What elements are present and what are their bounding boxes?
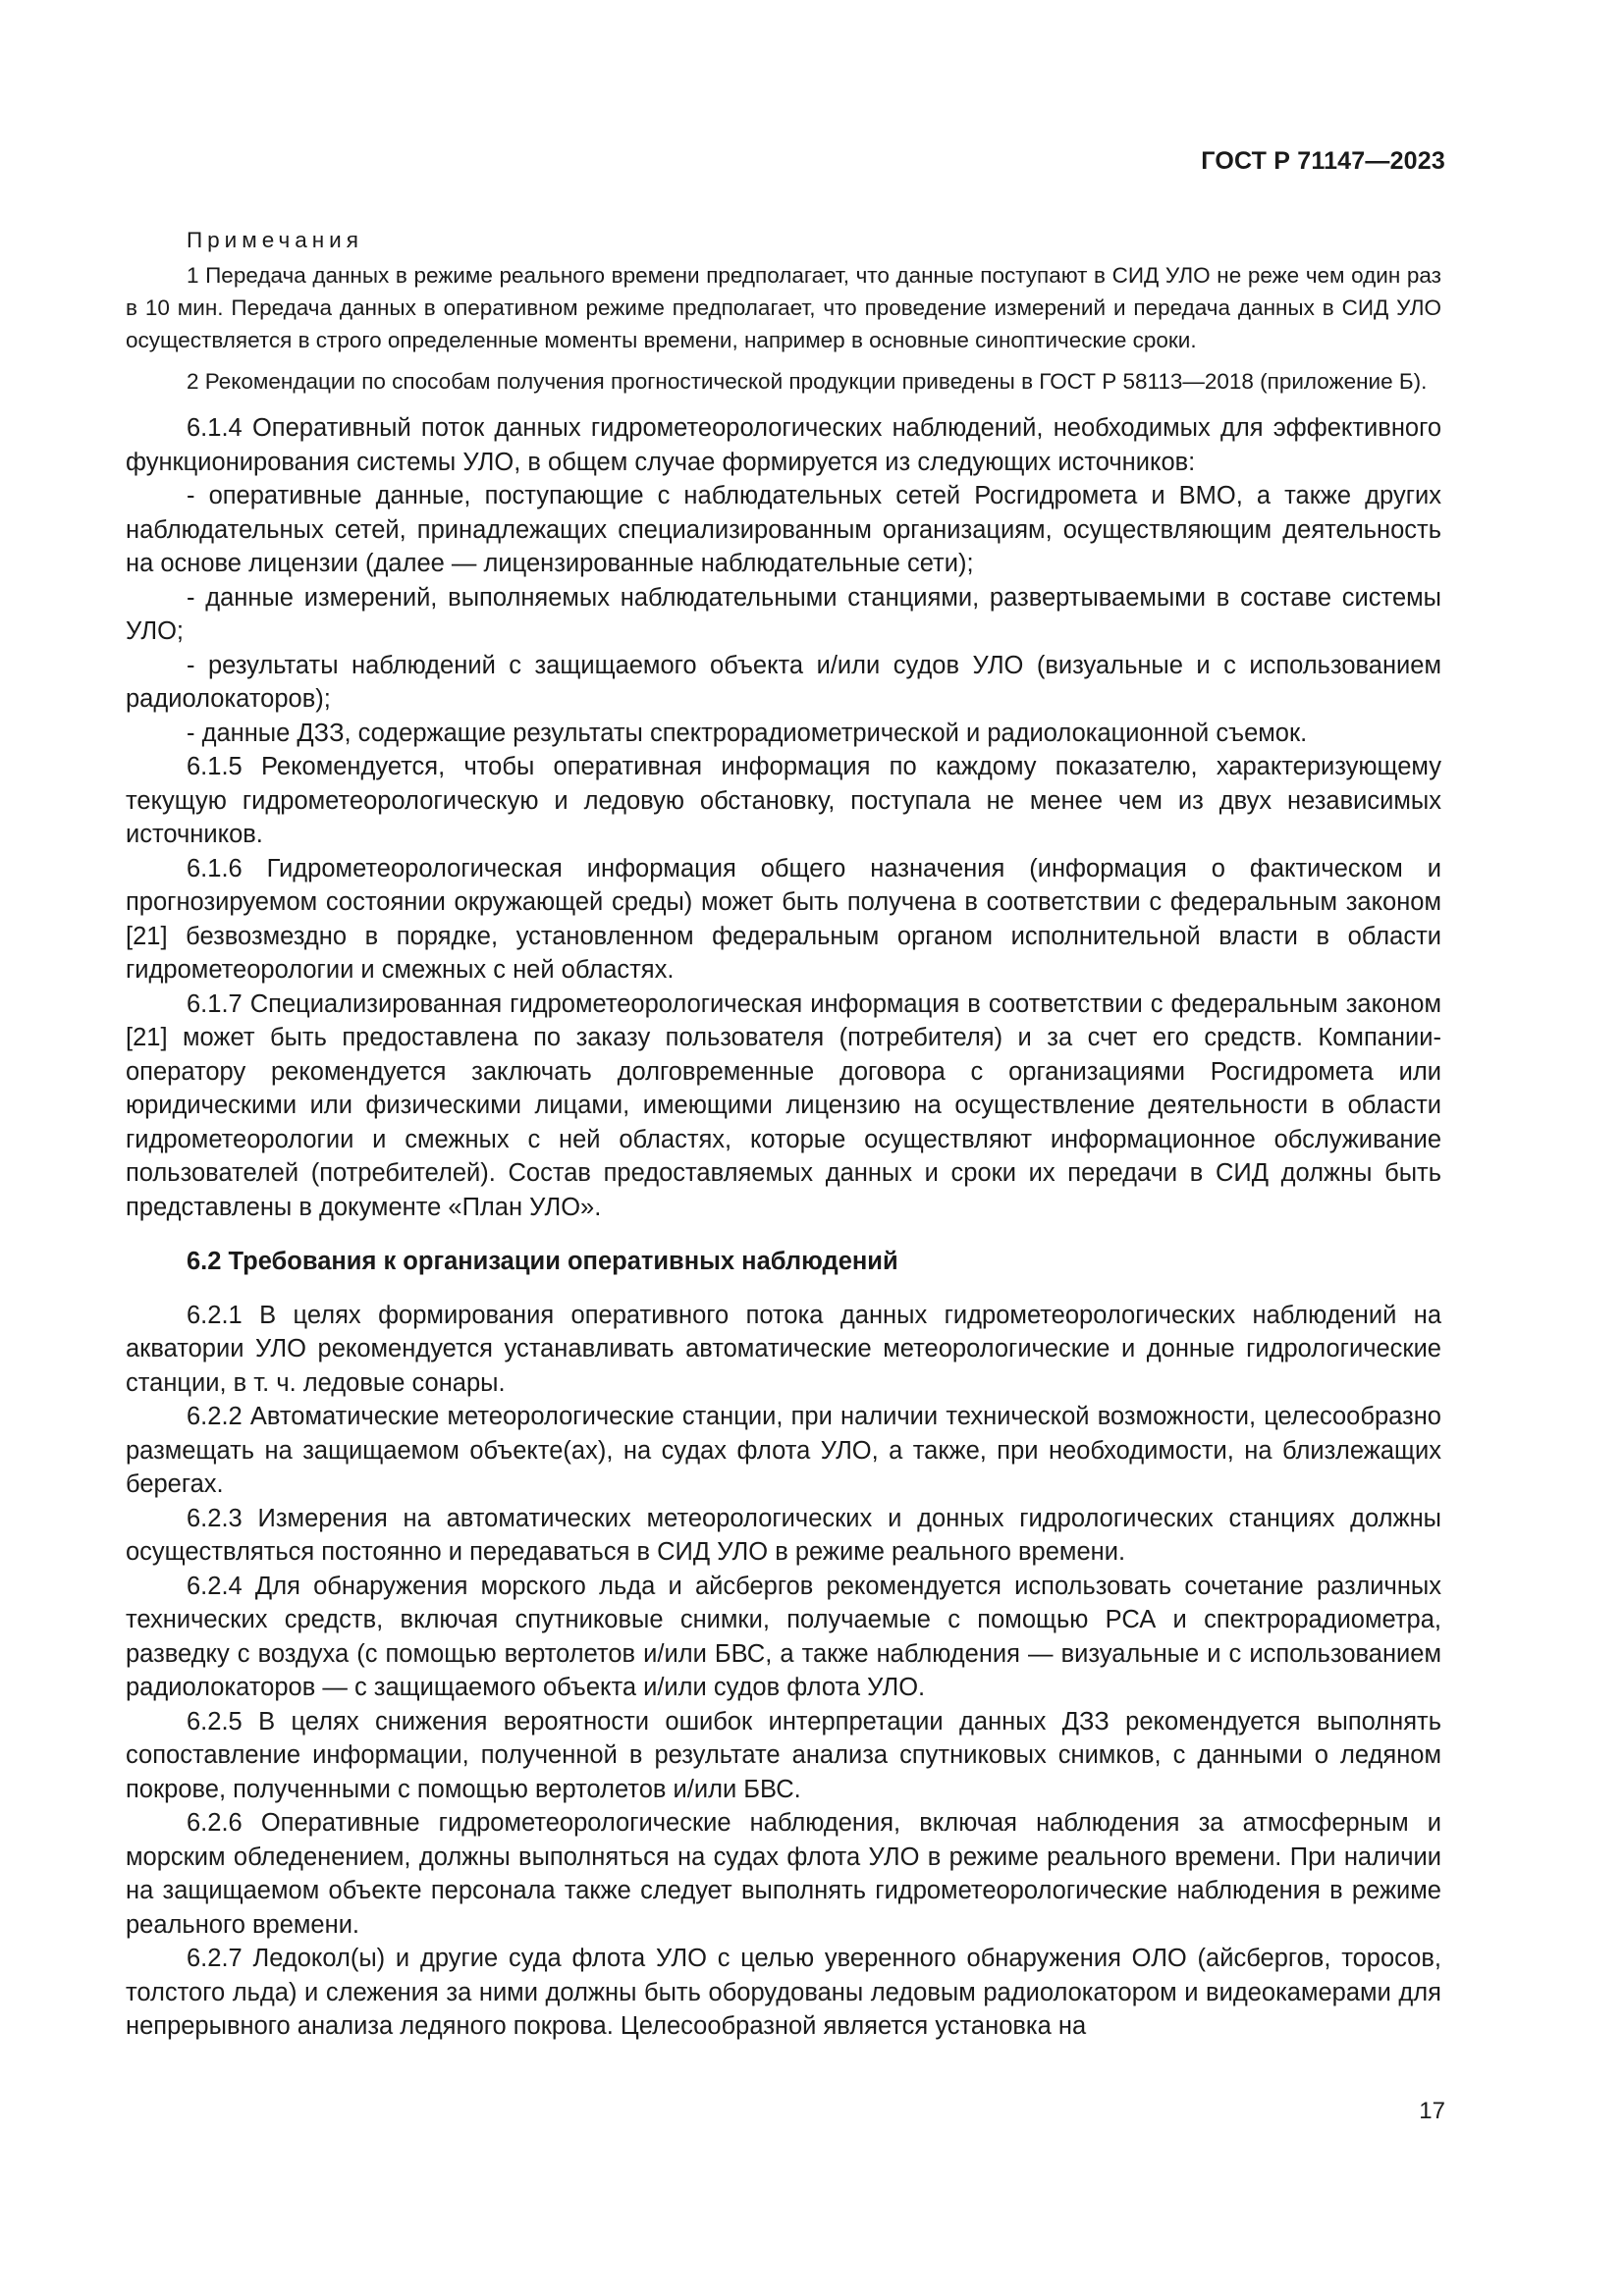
- notes-block: [126, 224, 1441, 398]
- paragraph-6-1-7: 6.1.7 Специализированная гидрометеорологическая информация в соответствии с федеральным законом [21] может быть предоставлена по заказу пользователя (потребителя) и за счет его средств. Компании-оператору рекомендуется заключать долговременные договора с организациями Росгидромета или юридическими или физическими лицами, имеющими лицензию на осуществление деятельности в области гидрометеорологии и смежных с ней областях, которые осуществляют информационное обслуживание пользователей (потребителей). Состав предоставляемых данных и сроки их передачи в СИД должны быть представлены в документе «План УЛО».: [126, 989, 1441, 1221]
- paragraph-6-2-3: 6.2.3 Измерения на автоматических метеорологических и донных гидрологических станциях должны осуществляться постоянно и передаваться в СИД УЛО в режиме реального времени.: [126, 1504, 1441, 1566]
- paragraph-6-1-4: 6.1.4 Оперативный поток данных гидрометеорологических наблюдений, необходимых для эффективного функционирования системы УЛО, в общем случае формируется из следующих источников:: [126, 414, 1441, 476]
- section-6-2: [126, 1299, 1441, 2044]
- list-item: - данные ДЗЗ, содержащие результаты спектрорадиометрической и радиолокационной съемок.: [187, 719, 1308, 747]
- paragraph-6-2-1: 6.2.1 В целях формирования оперативного потока данных гидрометеорологических наблюдений на акватории УЛО рекомендуется устанавливать автоматические метеорологические и донные гидрологические станции, в т. ч. ледовые сонары.: [126, 1301, 1441, 1397]
- paragraph-6-2-5: 6.2.5 В целях снижения вероятности ошибок интерпретации данных ДЗЗ рекомендуется выполнять сопоставление информации, полученной в результате анализа спутниковых снимков, с данными о ледяном покрове, полученными с помощью вертолетов и/или БВС.: [126, 1707, 1441, 1803]
- list-item: - результаты наблюдений с защищаемого объекта и/или судов УЛО (визуальные и с использованием радиолокаторов);: [126, 651, 1441, 713]
- section-6-2-heading: 6.2 Требования к организации оперативных наблюдений: [187, 1248, 898, 1275]
- paragraph-6-1-5: 6.1.5 Рекомендуется, чтобы оперативная информация по каждому показателю, характеризующему текущую гидрометеорологическую и ледовую обстановку, поступала не менее чем из двух независимых источников.: [126, 753, 1441, 848]
- note-item: 1 Передача данных в режиме реального времени предполагает, что данные поступают в СИД УЛО не реже чем один раз в 10 мин. Передача данных в оперативном режиме предполагает, что проведение измерений и передача данных в СИД УЛО осуществляется в строго определенные моменты времени, например в основные синоптические сроки.: [126, 263, 1441, 352]
- paragraph-6-1-6: 6.1.6 Гидрометеорологическая информация общего назначения (информация о фактическом и прогнозируемом состоянии окружающей среды) может быть получена в соответствии с федеральным законом [21] безвозмездно в порядке, установленном федеральным органом исполнительной власти в области гидрометеорологии и смежных с ней областях.: [126, 854, 1441, 984]
- paragraph-6-2-4: 6.2.4 Для обнаружения морского льда и айсбергов рекомендуется использовать сочетание различных технических средств, включая спутниковые снимки, получаемые с помощью РСА и спектрорадиометра, разведку с воздуха (с помощью вертолетов и/или БВС, а также наблюдения — визуальные и с использованием радиолокаторов — с защищаемого объекта и/или судов флота УЛО.: [126, 1572, 1441, 1701]
- paragraph-6-2-2: 6.2.2 Автоматические метеорологические станции, при наличии технической возможности, целесообразно размещать на защищаемом объекте(ах), на судах флота УЛО, а также, при необходимости, на близлежащих берегах.: [126, 1403, 1441, 1498]
- section-6-1: [126, 411, 1441, 1224]
- notes-title: Примечания: [187, 228, 363, 252]
- page-number: 17: [1419, 2098, 1445, 2124]
- page-content: [126, 224, 1441, 2044]
- paragraph-6-2-7: 6.2.7 Ледокол(ы) и другие суда флота УЛО с целью уверенного обнаружения ОЛО (айсбергов, торосов, толстого льда) и слежения за ними должны быть оборудованы ледовым радиолокатором и видеокамерами для непрерывного анализа ледяного покрова. Целесообразной является установка на: [126, 1945, 1441, 2040]
- note-item: 2 Рекомендации по способам получения прогностической продукции приведены в ГОСТ Р 58113—2018 (приложение Б).: [187, 369, 1428, 394]
- paragraph-6-2-6: 6.2.6 Оперативные гидрометеорологические наблюдения, включая наблюдения за атмосферным и морским обледенением, должны выполняться на судах флота УЛО в режиме реального времени. При наличии на защищаемом объекте персонала также следует выполнять гидрометеорологические наблюдения в режиме реального времени.: [126, 1809, 1441, 1939]
- list-item: - данные измерений, выполняемых наблюдательными станциями, развертываемыми в составе системы УЛО;: [126, 583, 1441, 645]
- list-item: - оперативные данные, поступающие с наблюдательных сетей Росгидромета и ВМО, а также других наблюдательных сетей, принадлежащих специализированным организациям, осуществляющим деятельность на основе лицензии (далее — лицензированные наблюдательные сети);: [126, 482, 1441, 577]
- document-code-header: ГОСТ Р 71147—2023: [1201, 147, 1445, 175]
